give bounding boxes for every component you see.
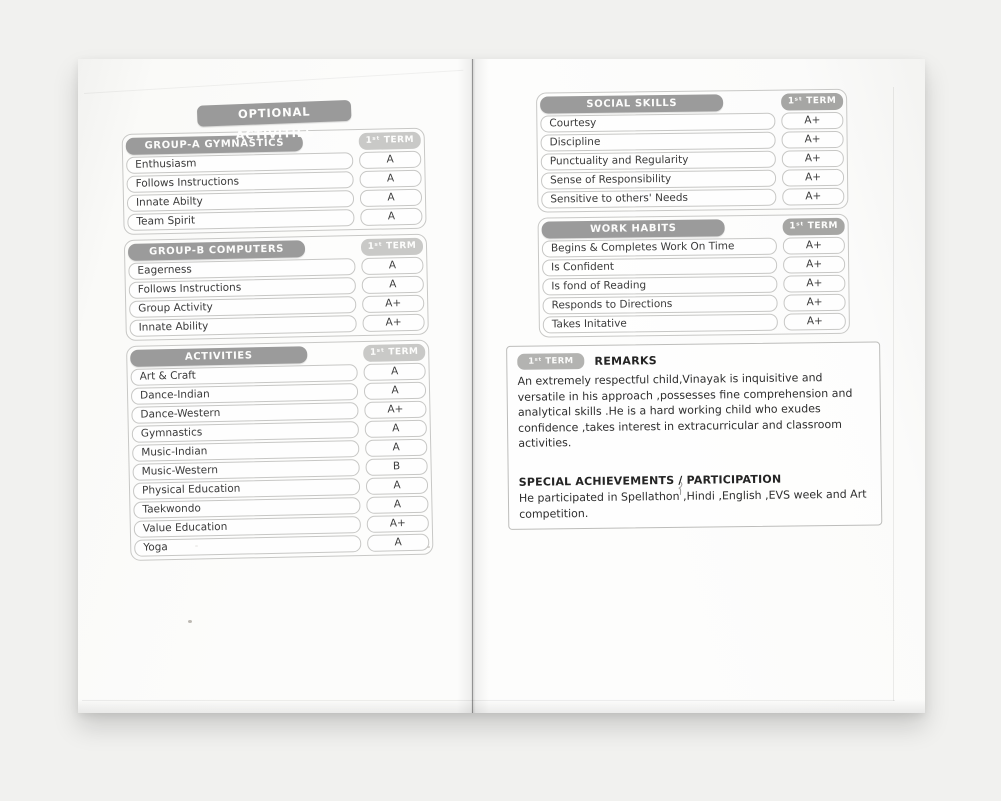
row-label: Taekwondo	[133, 497, 360, 519]
grade-cell: A	[362, 276, 424, 294]
grade-cell: A	[366, 496, 428, 514]
remarks-header	[517, 350, 869, 370]
row-label: Enthusiasm	[126, 152, 353, 174]
remarks-box	[506, 341, 882, 530]
row-label: Art & Craft	[131, 364, 358, 386]
report-card-spread	[78, 59, 925, 713]
section-header-label: GROUP-B COMPUTERS	[148, 243, 285, 258]
term-badge-label: 1ˢᵗ TERM	[365, 134, 415, 146]
page-stack-edge	[893, 87, 894, 701]
achievements-text: He participated in Spellathon ,Hindi ,English ,EVS week and Art competition.	[518, 487, 867, 521]
section-header-badge	[540, 94, 723, 113]
row-label: Punctuality and Regularity	[541, 151, 776, 171]
remarks-term-badge: 1ˢᵗ TERM	[517, 353, 584, 370]
center-fold-shadow	[457, 59, 489, 713]
row-label: Dance-Western	[131, 402, 358, 424]
assessment-section	[538, 214, 850, 338]
achievements-heading: SPECIAL ACHIEVEMENTS / PARTICIPATION	[518, 472, 782, 489]
remarks-text: An extremely respectful child,Vinayak is inquisitive and versatile in his approach ,possesses fine comprehension and analytical skills .He is a hard working child who exudes confidence ,takes interest in extracurricular and classroom activities.	[517, 371, 853, 451]
assessment-section	[536, 89, 848, 213]
section-header-badge	[542, 219, 725, 238]
page-title: OPTIONAL ACTIVITIES	[197, 100, 352, 127]
term-column-header	[781, 93, 843, 111]
grade-cell: A+	[783, 256, 845, 274]
term-column-header	[363, 344, 425, 362]
row-label: Is Confident	[542, 257, 777, 277]
row-label: Innate Ability	[129, 315, 356, 337]
ink-mark-icon	[676, 481, 685, 496]
row-label: Sensitive to others' Needs	[541, 189, 776, 209]
grade-cell: A+	[783, 294, 845, 312]
section-header-badge	[128, 240, 305, 261]
row-label: Gymnastics	[132, 421, 359, 443]
section-header-label: ACTIVITIES	[184, 350, 253, 363]
page-crease	[84, 70, 463, 94]
term-column-header	[783, 218, 845, 236]
grade-cell: A+	[367, 515, 429, 533]
row-label: Takes Initative	[543, 314, 778, 334]
grade-cell: A	[366, 477, 428, 495]
assessment-section	[124, 234, 429, 341]
row-label: Eagerness	[128, 258, 355, 280]
row-label: Dance-Indian	[131, 383, 358, 405]
term-badge-label: 1ˢᵗ TERM	[367, 240, 417, 252]
row-label: Physical Education	[133, 478, 360, 500]
term-column-header	[359, 132, 421, 150]
grade-cell: A	[363, 363, 425, 381]
right-page-content	[503, 88, 884, 530]
row-label: Group Activity	[129, 296, 356, 318]
row-label: Music-Indian	[132, 440, 359, 462]
row-label: Yoga	[134, 535, 361, 557]
grade-cell: A	[359, 151, 421, 169]
row-label: Follows Instructions	[129, 277, 356, 299]
grade-cell: A	[365, 420, 427, 438]
grade-cell: A+	[781, 131, 843, 149]
left-sections	[122, 128, 434, 561]
row-label: Follows Instructions	[126, 171, 353, 193]
row-label: Team Spirit	[127, 209, 354, 231]
term-column-header	[361, 238, 423, 256]
page-bottom-shade	[78, 699, 925, 713]
row-label: Is fond of Reading	[542, 276, 777, 296]
grade-cell: A+	[783, 275, 845, 293]
grade-cell: A	[365, 439, 427, 457]
assessment-section	[126, 340, 433, 561]
left-page-content	[121, 100, 434, 566]
row-label: Discipline	[541, 132, 776, 152]
row-label: Value Education	[134, 516, 361, 538]
term-badge-label: 1ˢᵗ TERM	[789, 220, 838, 232]
right-sections	[536, 89, 850, 338]
grade-cell: A+	[781, 112, 843, 130]
grade-cell: A	[360, 189, 422, 207]
section-header-label: GROUP-A GYMNASTICS	[144, 137, 285, 152]
grade-cell: A	[364, 382, 426, 400]
grade-cell: A+	[782, 188, 844, 206]
center-fold-line	[472, 59, 473, 713]
grade-cell: A	[367, 534, 429, 552]
grade-cell: A+	[782, 169, 844, 187]
row-label: Music-Western	[132, 459, 359, 481]
grade-cell: A+	[362, 314, 424, 332]
grade-cell: A+	[784, 313, 846, 331]
grade-cell: A	[359, 170, 421, 188]
grade-cell: B	[365, 458, 427, 476]
remarks-heading: REMARKS	[594, 353, 658, 368]
grade-cell: A	[361, 257, 423, 275]
row-label: Begins & Completes Work On Time	[542, 238, 777, 258]
row-label: Sense of Responsibility	[541, 170, 776, 190]
row-label: Courtesy	[540, 113, 775, 133]
row-label: Innate Abilty	[127, 190, 354, 212]
section-header-label: SOCIAL SKILLS	[586, 97, 678, 110]
term-badge-label: 1ˢᵗ TERM	[787, 95, 837, 107]
grade-cell: A+	[783, 237, 845, 255]
grade-cell: A+	[362, 295, 424, 313]
section-header-label: WORK HABITS	[589, 222, 677, 235]
term-badge-label: 1ˢᵗ TERM	[369, 346, 419, 358]
row-label: Responds to Directions	[543, 295, 778, 315]
grade-cell: A+	[364, 401, 426, 419]
grade-cell: A+	[782, 150, 844, 168]
scan-speck	[188, 620, 192, 623]
section-header-badge	[130, 346, 307, 367]
grade-cell: A	[360, 208, 422, 226]
